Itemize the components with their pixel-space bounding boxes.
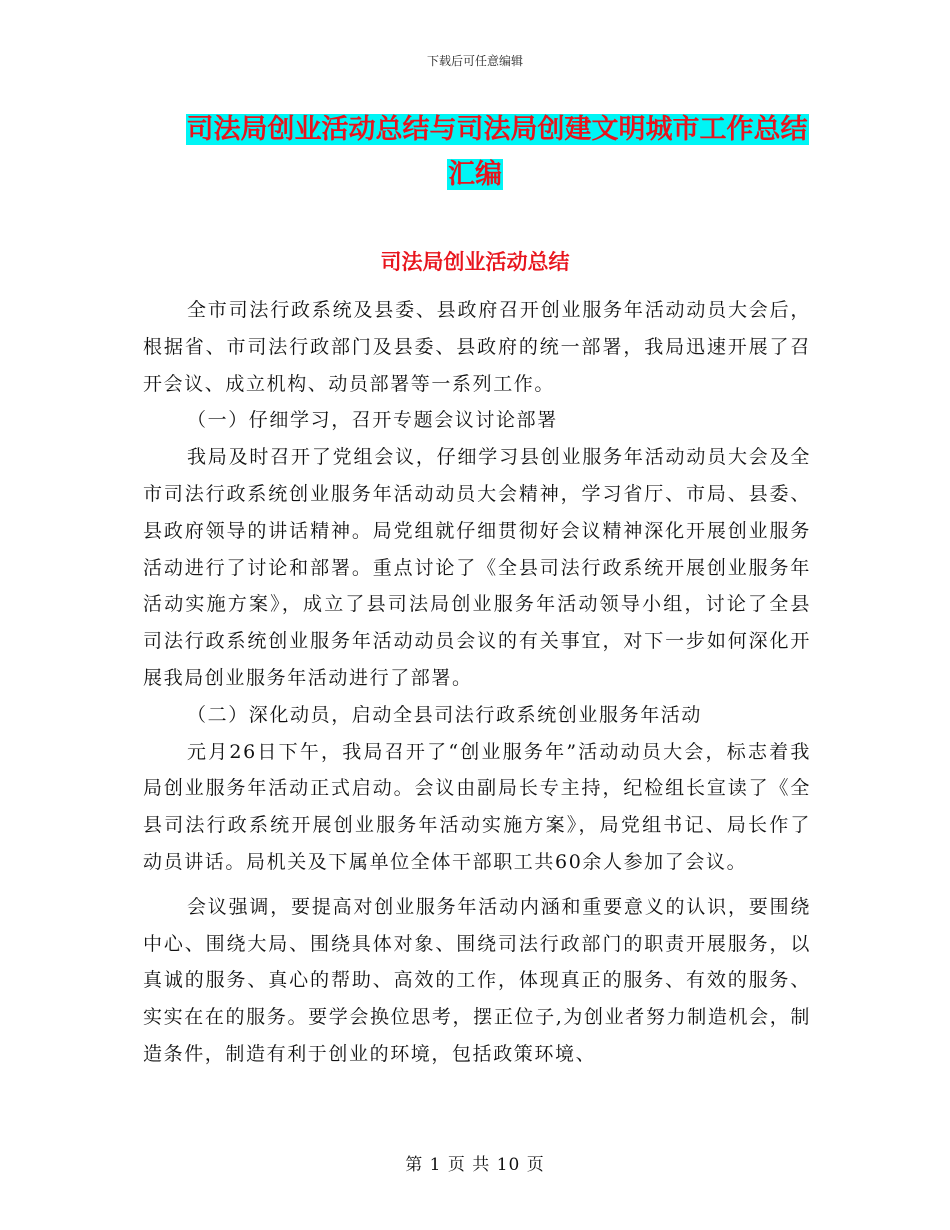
document-title-text-2: 汇编 [448, 159, 502, 190]
header-note: 下载后可任意编辑 [426, 54, 523, 68]
document-body [143, 292, 811, 1073]
paragraph-gap [143, 881, 811, 889]
subheading-1: （一）仔细学习，召开专题会议讨论部署 [187, 409, 558, 432]
document-title-text-1: 司法局创业活动总结与司法局创建文明城市工作总结 [186, 114, 808, 145]
paragraph-3: 会议强调，要提高对创业服务年活动内涵和重要意义的认识，要围绕中心、围绕大局、围绕具体对象、围绕司法行政部门的职责开展服务，以真诚的服务、真心的帮助、高效的工作，体现真正的服务、有效的服务、实实在在的服务。要学会换位思考，摆正位子,为创业者努力制造机会，制造条件，制造有利于创业的环境，包括政策环境、 [143, 895, 811, 1065]
subheading-2: （二）深化动员，启动全县司法行政系统创业服务年活动 [187, 703, 703, 726]
page-footer: 第 1 页 共 10 页 [405, 1155, 545, 1175]
document-title-line-2 [0, 153, 950, 197]
paragraph-intro: 全市司法行政系统及县委、县政府召开创业服务年活动动员大会后，根据省、市司法行政部门及县委、县政府的统一部署，我局迅速开展了召开会议、成立机构、动员部署等一系列工作。 [143, 299, 811, 395]
paragraph-2: 元月26日下午，我局召开了“创业服务年”活动动员大会，标志着我局创业服务年活动正式启动。会议由副局长专主持，纪检组长宣读了《全县司法行政系统开展创业服务年活动实施方案》，局党组书记、局长作了动员讲话。局机关及下属单位全体干部职工共60余人参加了会议。 [143, 740, 811, 873]
section-title: 司法局创业活动总结 [380, 250, 570, 274]
paragraph-1: 我局及时召开了党组会议，仔细学习县创业服务年活动动员大会及全市司法行政系统创业服务年活动动员大会精神，学习省厅、市局、县委、县政府领导的讲话精神。局党组就仔细贯彻好会议精神深化开展创业服务活动进行了讨论和部署。重点讨论了《全县司法行政系统开展创业服务年活动实施方案》，成立了县司法局创业服务年活动领导小组，讨论了全县司法行政系统创业服务年活动动员会议的有关事宜，对下一步如何深化开展我局创业服务年活动进行了部署。 [143, 446, 811, 689]
document-title-line-1 [22, 108, 950, 152]
